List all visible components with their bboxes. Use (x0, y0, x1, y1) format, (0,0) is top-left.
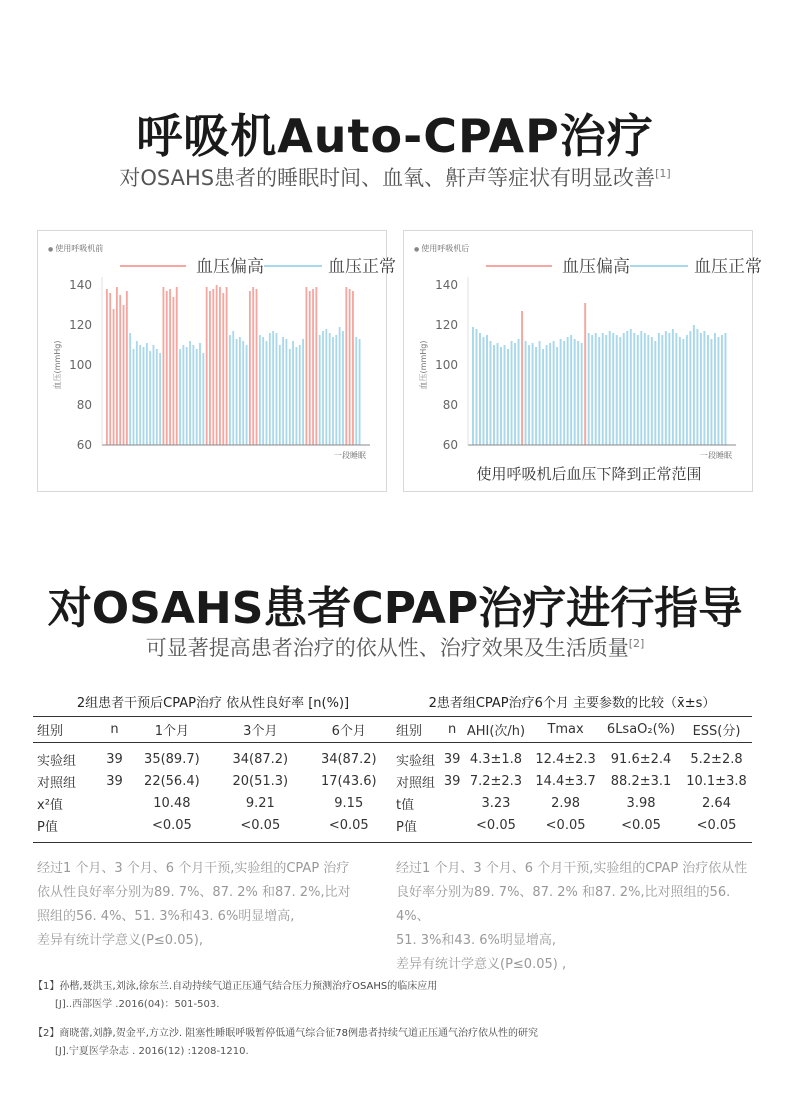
chart-after-bar (644, 333, 646, 445)
chart-before-bar (329, 333, 331, 445)
compliance-table-cell: 20(51.3) (232, 774, 289, 789)
chart-after-bar (525, 341, 527, 445)
chart-after-bar (476, 329, 478, 445)
chart-after-note: ● 使用呼吸机后 (414, 243, 469, 254)
chart-before-bar (176, 287, 178, 445)
chart-before-bar (345, 287, 347, 445)
chart-before-bar (319, 335, 321, 445)
chart-before-note: ● 使用呼吸机前 (48, 243, 103, 254)
subtitle-1-text: 对OSAHS患者的睡眠时间、血氧、鼾声等症状有明显改善 (119, 166, 656, 190)
compliance-table-cell: 9.21 (245, 796, 275, 811)
compliance-table-row (33, 771, 393, 793)
parameters-table-cell: 7.2±2.3 (469, 774, 523, 789)
main-title-1: 呼吸机Auto-CPAP治疗 (136, 109, 654, 163)
chart-before-bar (119, 295, 121, 445)
chart-before-bar (212, 289, 214, 445)
compliance-table-header-cell: 6个月 (305, 717, 393, 743)
parameters-table-cell: <0.05 (545, 817, 586, 833)
compliance-table-row (33, 815, 393, 843)
chart-before-bar (202, 353, 204, 445)
chart-before-bar (106, 289, 108, 445)
chart-after-bar (581, 343, 583, 445)
chart-before-bar (335, 335, 337, 445)
chart-after-bar (710, 339, 712, 445)
parameters-table (392, 716, 752, 843)
chart-after-bar (668, 333, 670, 445)
chart-before-bar (163, 287, 165, 445)
compliance-table-description-line: 照组的56. 4%、51. 3%和43. 6%明显增高, (37, 909, 295, 924)
chart-before-bar (129, 333, 131, 445)
chart-before-bar (159, 353, 161, 445)
reference-2-source: [J].宁夏医学杂志 . 2016(12) :1208-1210. (55, 1046, 249, 1057)
compliance-table-description (33, 857, 393, 953)
chart-after-bar (528, 345, 530, 445)
chart-before-bar (236, 339, 238, 445)
compliance-table-caption: 2组患者干预后CPAP治疗 依从性良好率 [n(%)] (76, 696, 350, 711)
parameters-table-cell (442, 793, 461, 815)
chart-before-bar (206, 287, 208, 445)
chart-before-legend-high-label: 血压偏高 (196, 257, 264, 277)
chart-before-ytick-label: 120 (69, 318, 92, 332)
chart-after-bar (675, 333, 677, 445)
chart-before-bar (349, 289, 351, 445)
chart-before-bar (302, 339, 304, 445)
chart-after-bar (703, 331, 705, 445)
chart-before-bar (296, 347, 298, 445)
chart-after-bar (612, 333, 614, 445)
chart-before-ylabel: 血压(mmHg) (53, 340, 62, 390)
compliance-table-description-line: 依从性良好率分别为89. 7%、87. 2% 和87. 2%,比对 (37, 885, 351, 900)
parameters-table-description-line: 差异有统计学意义(P≤0.05) , (396, 957, 567, 972)
chart-after-bar (511, 341, 513, 445)
chart-after-bar (539, 341, 541, 445)
chart-after-ytick-label: 140 (435, 278, 458, 292)
chart-before-bar (276, 333, 278, 445)
chart-before-bar (179, 349, 181, 445)
chart-after-bar (700, 333, 702, 445)
chart-after-bar (717, 337, 719, 445)
chart-before-bar (339, 327, 341, 445)
chart-before-bar (192, 345, 194, 445)
compliance-table-cell: <0.05 (240, 817, 281, 833)
compliance-table-cell: x²值 (37, 798, 63, 813)
parameters-table-cell: 对照组 (396, 776, 436, 791)
chart-after-caption: 使用呼吸机后血压下降到正常范围 (476, 465, 702, 483)
compliance-table-cell: 9.15 (334, 796, 364, 811)
chart-after-bar (486, 335, 488, 445)
chart-after-bar (514, 343, 516, 445)
chart-before-ytick-label: 100 (69, 358, 92, 372)
chart-before-bar (209, 291, 211, 445)
chart-after-bar (549, 343, 551, 445)
chart-after-bar (637, 335, 639, 445)
chart-after-bar (598, 337, 600, 445)
chart-before-bar (126, 291, 128, 445)
chart-after-ytick-label: 60 (442, 438, 458, 452)
parameters-table-cell: t值 (396, 798, 415, 813)
parameters-table-cell: 88.2±3.1 (610, 774, 672, 789)
chart-after-bar (707, 335, 709, 445)
chart-before-bar (222, 293, 224, 445)
chart-before-bar (249, 291, 251, 445)
chart-after-bar (560, 339, 562, 445)
chart-after-bar (479, 333, 481, 445)
chart-before-bar (166, 291, 168, 445)
chart-after-bar (472, 327, 474, 445)
chart-before-bar (289, 349, 291, 445)
reference-1-text: 孙楷,聂洪玉,刘泳,徐东兰.自动持续气道正压通气结合压力预测治疗OSAHS的临床应用 (59, 981, 438, 992)
chart-after-bar (490, 341, 492, 445)
parameters-table-cell: 实验组 (396, 754, 436, 770)
chart-before-svg (38, 231, 396, 493)
compliance-table-cell (101, 815, 127, 843)
subtitle-2-text: 可显著提高患者治疗的依从性、治疗效果及生活质量 (145, 636, 629, 660)
parameters-table-row (392, 815, 752, 843)
chart-before-bar (359, 339, 361, 445)
chart-before-bar (242, 341, 244, 445)
parameters-table-cell: 39 (443, 774, 461, 789)
chart-before-bar (153, 345, 155, 445)
chart-after-bar (602, 333, 604, 445)
chart-before-bar (272, 331, 274, 445)
compliance-table-cell: 39 (106, 752, 123, 768)
chart-after-bar (679, 337, 681, 445)
compliance-table-header-row (33, 717, 393, 743)
chart-after-bar (584, 303, 586, 445)
chart-after-bar (609, 331, 611, 445)
chart-before-ytick-label: 60 (76, 438, 92, 452)
chart-before-bar (352, 291, 354, 445)
chart-before-bar (143, 347, 145, 445)
chart-after-bar (570, 335, 572, 445)
parameters-table-header-cell: 6LsaO₂(%) (601, 717, 681, 743)
parameters-table-cell: 14.4±3.7 (535, 774, 596, 789)
compliance-table-description-line: 差异有统计学意义(P≤0.05), (37, 933, 203, 948)
chart-after-bar (567, 337, 569, 445)
chart-before-bar (266, 341, 268, 445)
chart-after-bar (686, 335, 688, 445)
chart-before-bar (169, 289, 171, 445)
chart-before-bar (172, 297, 174, 445)
parameters-table-description (392, 857, 752, 977)
chart-after-bar (633, 333, 635, 445)
chart-before-bar (139, 345, 141, 445)
parameters-table-cell: P值 (396, 819, 417, 835)
parameters-table-caption: 2患者组CPAP治疗6个月 主要参数的比较（x̄±s） (428, 696, 716, 711)
chart-after-bar (546, 345, 548, 445)
parameters-table-description-line: 经过1 个月、3 个月、6 个月干预,实验组的CPAP 治疗依从性 (396, 861, 748, 876)
chart-after-bar (640, 331, 642, 445)
chart-before-bar (286, 339, 288, 445)
parameters-table-cell: <0.05 (696, 817, 737, 833)
chart-after-legend-high-label: 血压偏高 (562, 257, 630, 277)
subtitle-1-ref: [1] (655, 167, 671, 180)
chart-before-bar (156, 349, 158, 445)
chart-after-bar (661, 335, 663, 445)
chart-before-bar (332, 337, 334, 445)
chart-after-bar (556, 347, 558, 445)
parameters-table-header-cell: Tmax (530, 717, 601, 743)
parameters-table-header-cell: AHI(次/h) (462, 717, 530, 743)
chart-after-bar (504, 345, 506, 445)
chart-after-bar (693, 325, 695, 445)
chart-after-bar (721, 335, 723, 445)
compliance-table-cell: 17(43.6) (320, 774, 377, 789)
chart-before-bar (196, 349, 198, 445)
chart-after-bar (630, 329, 632, 445)
chart-after-xlabel: 一段睡眠 (700, 451, 732, 460)
compliance-table-header-cell: n (101, 717, 127, 743)
chart-after-bar (577, 341, 579, 445)
compliance-table-block (33, 692, 393, 953)
chart-before-bar (136, 341, 138, 445)
chart-before-bar (279, 345, 281, 445)
chart-after-bar (563, 341, 565, 445)
parameters-table-header-cell: 组别 (392, 717, 442, 743)
compliance-table-row (33, 743, 393, 771)
chart-before-bar (149, 351, 151, 445)
chart-before-bar (299, 345, 301, 445)
compliance-table-cell: 34(87.2) (232, 752, 289, 768)
chart-before-bar (292, 341, 294, 445)
chart-after-bar (672, 329, 674, 445)
chart-before-bar (123, 305, 125, 445)
compliance-table-body (33, 743, 393, 843)
parameters-table-description-line: 良好率分别为89. 7%、87. 2% 和87. 2%,比对照组的56. 4%、 (396, 885, 731, 924)
chart-after-bar (507, 349, 509, 445)
chart-before-bar (256, 289, 258, 445)
chart-after-bar (714, 333, 716, 445)
chart-after-bar (574, 339, 576, 445)
reference-1-source: [J]..西部医学 .2016(04)：501-503. (55, 999, 220, 1010)
chart-before-bar (312, 289, 314, 445)
chart-before-ytick-label: 140 (69, 278, 92, 292)
reference-2 (33, 1024, 773, 1057)
chart-before-bar (309, 291, 311, 445)
chart-after-bar (647, 335, 649, 445)
chart-before-xlabel: 一段睡眠 (334, 451, 366, 460)
chart-after-bar (665, 331, 667, 445)
reference-2-text: 商晓蕾,刘静,贺金平,方立沙. 阻塞性睡眠呼吸暂停低通气综合征78例患者持续气道正压通气治疗依从性的研究 (59, 1028, 538, 1039)
chart-before-legend-normal-label: 血压正常 (328, 257, 396, 277)
chart-after (403, 230, 762, 492)
chart-after-bar (591, 335, 593, 445)
compliance-table-header-cell: 3个月 (216, 717, 304, 743)
chart-after-bar (595, 333, 597, 445)
compliance-table-cell (101, 793, 127, 815)
chart-after-bar (605, 335, 607, 445)
chart-before-bar (146, 343, 148, 445)
chart-after-bar (535, 347, 537, 445)
parameters-table-row (392, 793, 752, 815)
parameters-table-cell: 3.23 (481, 796, 511, 811)
chart-before-bar (216, 285, 218, 445)
chart-after-ytick-label: 100 (435, 358, 458, 372)
chart-before-bar (116, 287, 118, 445)
chart-after-ytick-label: 80 (442, 398, 458, 412)
parameters-table-row (392, 743, 752, 771)
chart-after-bar (696, 329, 698, 445)
chart-before-bar (355, 337, 357, 445)
compliance-table-cell: <0.05 (328, 817, 369, 833)
chart-after-bar (654, 341, 656, 445)
chart-after-bar (651, 337, 653, 445)
chart-after-legend-normal-label: 血压正常 (694, 257, 762, 277)
chart-before-bar (232, 331, 234, 445)
chart-before-bar (219, 287, 221, 445)
references (33, 977, 773, 1071)
compliance-table-row (33, 793, 393, 815)
parameters-table-cell: 91.6±2.4 (610, 752, 672, 768)
chart-before-bar (226, 287, 228, 445)
reference-1-num: 【1】 (33, 981, 60, 992)
chart-before-bar (239, 337, 241, 445)
compliance-table (33, 716, 393, 843)
reference-2-num: 【2】 (33, 1028, 60, 1039)
chart-before-bar (342, 331, 344, 445)
chart-before-bar (322, 331, 324, 445)
chart-before-bar (269, 333, 271, 445)
chart-before-ytick-label: 80 (76, 398, 92, 412)
chart-after-bar (626, 331, 628, 445)
parameters-table-cell: 3.98 (626, 796, 656, 811)
compliance-table-cell: 22(56.4) (144, 774, 200, 789)
parameters-table-row (392, 771, 752, 793)
chart-after-bar (521, 311, 523, 445)
parameters-table-cell: 2.98 (551, 796, 581, 811)
parameters-table-cell: 2.64 (702, 796, 731, 811)
chart-before (37, 230, 396, 492)
chart-before-bar (109, 293, 111, 445)
reference-2-line1 (33, 1024, 773, 1039)
chart-after-bar (616, 335, 618, 445)
parameters-table-cell (442, 815, 461, 843)
compliance-table-cell: 39 (106, 774, 123, 789)
compliance-table-cell: 实验组 (37, 754, 77, 770)
parameters-table-header-row (392, 717, 752, 743)
chart-before-bar (246, 345, 248, 445)
compliance-table-cell: 对照组 (37, 776, 77, 791)
chart-after-bar (619, 337, 621, 445)
subtitle-2 (0, 632, 790, 662)
parameters-table-cell: 10.1±3.8 (686, 774, 747, 789)
chart-after-bar (518, 339, 520, 445)
chart-after-bar (658, 333, 660, 445)
compliance-table-description-line: 经过1 个月、3 个月、6 个月干预,实验组的CPAP 治疗 (37, 861, 350, 876)
parameters-table-header-cell: n (442, 717, 461, 743)
parameters-table-header-cell: ESS(分) (681, 717, 752, 743)
chart-after-bar (542, 349, 544, 445)
chart-after-bar (623, 333, 625, 445)
compliance-table-cell: <0.05 (151, 817, 192, 833)
chart-before-bar (262, 337, 264, 445)
chart-before-bar (133, 349, 135, 445)
chart-before-bar (113, 309, 115, 445)
reference-1-line1 (33, 977, 773, 992)
chart-after-svg (404, 231, 762, 493)
chart-after-bar (553, 341, 555, 445)
chart-before-bar (189, 341, 191, 445)
parameters-table-body (392, 743, 752, 843)
parameters-table-cell: 4.3±1.8 (469, 752, 523, 768)
parameters-table-cell: 5.2±2.8 (690, 752, 743, 768)
subtitle-1 (0, 162, 790, 192)
chart-before-bar (229, 335, 231, 445)
parameters-table-cell: <0.05 (476, 817, 516, 833)
chart-after-bar (532, 343, 534, 445)
parameters-table-description-line: 51. 3%和43. 6%明显增高, (396, 933, 556, 948)
main-title-2: 对OSAHS患者CPAP治疗进行指导 (47, 583, 743, 634)
chart-after-bar (689, 331, 691, 445)
compliance-table-cell: P值 (37, 819, 58, 835)
chart-after-bar (500, 347, 502, 445)
parameters-table-cell: 12.4±2.3 (535, 752, 596, 768)
chart-after-bar (682, 339, 684, 445)
chart-after-bar (493, 345, 495, 445)
chart-after-bar (588, 333, 590, 445)
subtitle-2-ref: [2] (628, 637, 645, 650)
compliance-table-header-cell: 1个月 (128, 717, 216, 743)
parameters-table-cell: 39 (443, 752, 461, 768)
compliance-table-header-cell: 组别 (33, 717, 101, 743)
chart-after-ylabel: 血压(mmHg) (419, 340, 428, 390)
chart-before-bar (186, 347, 188, 445)
chart-before-bar (182, 345, 184, 445)
chart-after-bar (483, 337, 485, 445)
compliance-table-cell: 10.48 (153, 796, 191, 811)
chart-after-bar (724, 333, 726, 445)
compliance-table-cell: 35(89.7) (144, 752, 200, 768)
parameters-table-cell: <0.05 (621, 817, 661, 833)
compliance-table-cell: 34(87.2) (320, 752, 377, 768)
chart-before-bar (252, 287, 254, 445)
chart-before-bar (199, 343, 201, 445)
chart-after-bar (497, 343, 499, 445)
reference-1 (33, 977, 773, 1010)
parameters-table-block (392, 692, 752, 977)
chart-after-ytick-label: 120 (435, 318, 458, 332)
chart-before-bar (315, 287, 317, 445)
chart-before-bar (325, 329, 327, 445)
chart-before-bar (259, 335, 261, 445)
chart-before-bar (282, 337, 284, 445)
chart-before-bar (305, 287, 307, 445)
